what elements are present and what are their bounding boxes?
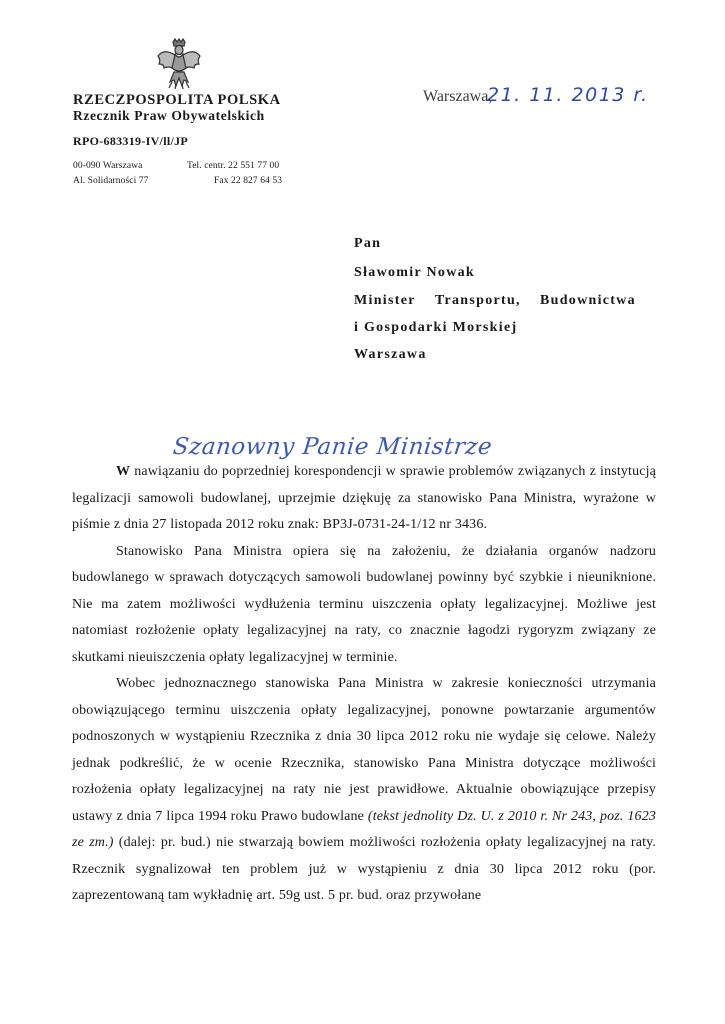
recipient-position-cont: i Gospodarki Morskiej [354,320,518,335]
phone-number: Tel. centr. 22 551 77 00 [187,161,280,171]
fax-number: Fax 22 827 64 53 [214,176,283,186]
paragraph-3-text-b: (dalej: pr. bud.) nie stwarzają bowiem możliwości rozłożenia opłaty legalizacyjnej na raty. Rzecznik sygnalizował ten problem już w wystąpieniu z dnia 30 lipca 2012 roku (por. zaprezentowaną tam wykładnię art. 59g ust. 5 pr. bud. oraz przywołane [72,835,656,903]
paragraph-2: Stanowisko Pana Ministra opiera się na założeniu, że działania organów nadzoru budowlanego w sprawach dotyczących samowoli budowlanej powinny być szybkie i nieuniknione. Nie ma zatem możliwości wydłużenia terminu uiszczenia opłaty legalizacyjnej. Możliwe jest natomiast rozłożenie opłaty legalizacyjnej na raty, co znacznie łagodzi rygoryzm związany ze skutkami nieuiszczenia opłaty legalizacyjnej w terminie. [72,543,656,665]
polish-eagle-emblem [156,38,202,90]
paragraph-3 [72,671,656,910]
recipient-position-word-3: Budownictwa [540,293,636,308]
handwritten-salutation: Szanowny Panie Ministrze [171,434,494,460]
address-line-2: Al. Solidarności 77 [73,176,149,186]
recipient-position-word-1: Minister [354,293,416,308]
paragraph-3-text-a: Wobec jednoznacznego stanowiska Pana Ministra w zakresie konieczności utrzymania obowiązującego terminu uiszczenia opłaty legalizacyjnej, ponowne powtarzanie argumentów podnoszonych w wystąpieniu Rzecznika z dnia 30 lipca 2012 roku nie wydaje się celowe. Należy jednak podkreślić, że w ocenie Rzecznika, stanowisko Pana Ministra dotyczące możliwości rozłożenia opłaty legalizacyjnej na raty nie jest prawidłowe. Aktualnie obowiązujące przepisy ustawy z dnia 7 lipca 1994 roku Prawo budowlane [72,676,656,824]
org-subtitle: Rzecznik Praw Obywatelskich [73,108,265,123]
recipient-title: Pan [354,236,382,251]
date-place: Warszawa, [423,88,493,105]
paragraph-1-lead: W [116,464,131,479]
handwritten-date: 21. 11. 2013 r. [487,84,649,106]
recipient-position-word-2: Transportu, [434,293,521,308]
reference-number: RPO-683319-IV/ll/JP [73,134,189,148]
recipient-name: Sławomir Nowak [354,265,476,280]
legal-citation: (tekst jednolity Dz. U. z 2010 r. Nr 243, poz. 1623 ze zm.) [72,808,657,850]
address-line-1: 00-090 Warszawa [73,161,143,171]
paragraph-1 [72,459,656,539]
recipient-position [354,293,636,309]
letter-body [72,459,656,910]
recipient-city: Warszawa [354,347,427,362]
org-name: RZECZPOSPOLITA POLSKA [73,92,281,108]
paragraph-1-text: nawiązaniu do poprzedniej korespondencji w sprawie problemów związanych z instytucją legalizacji samowoli budowlanej, uprzejmie dziękuję za stanowisko Pana Ministra, wyrażone w piśmie z dnia 27 listopada 2012 roku znak: BP3J-0731-24-1/12 nr 3436. [72,464,656,532]
